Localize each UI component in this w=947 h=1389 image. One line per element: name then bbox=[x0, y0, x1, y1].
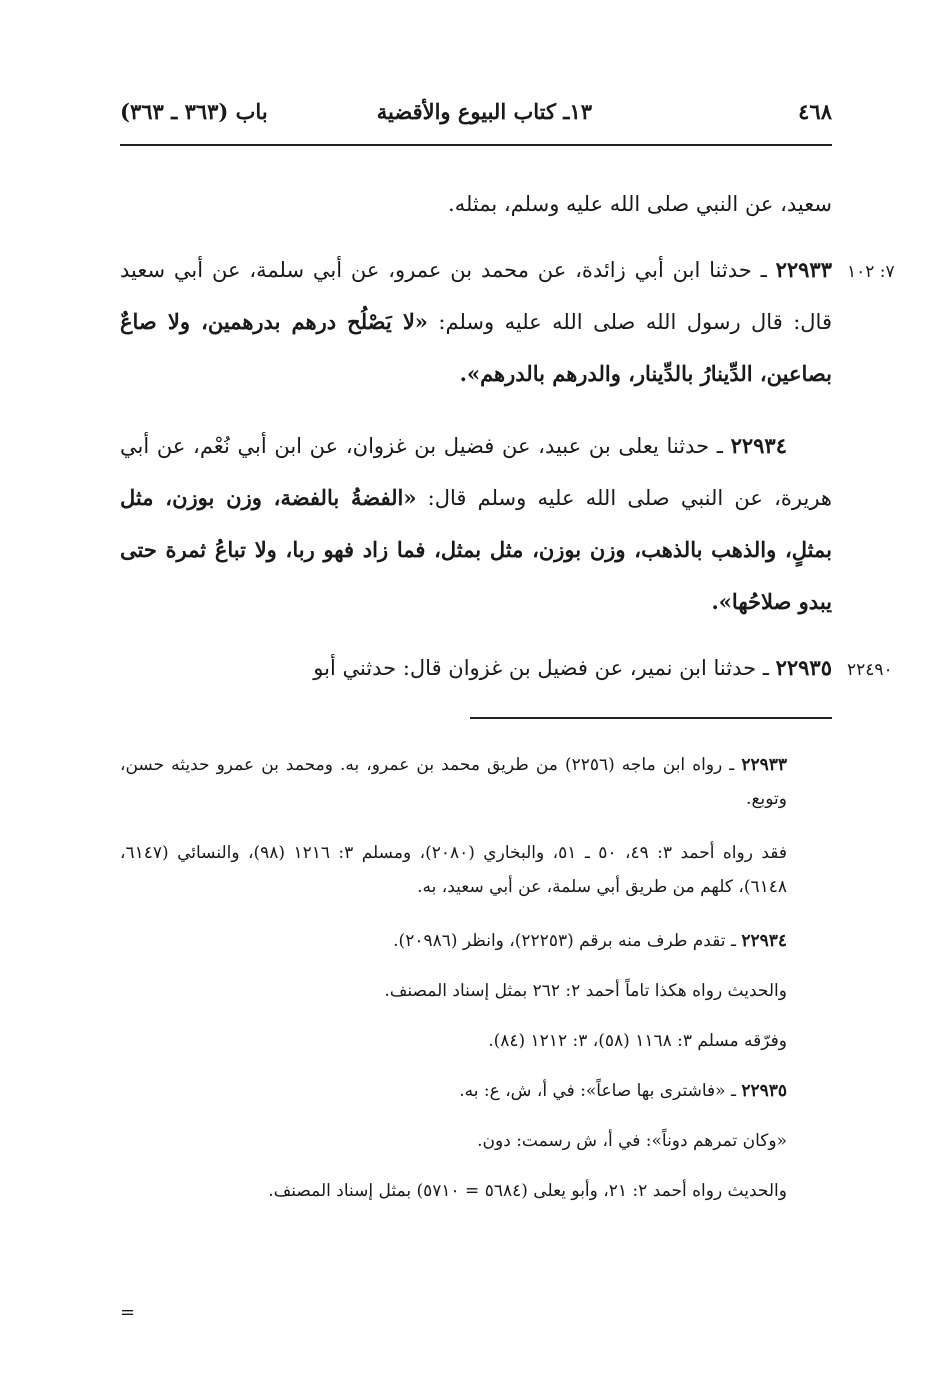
hadith-matn: «الفضةُ بالفضة، وزن بوزن، مثل بمثلٍ، والذهب بالذهب، وزن بوزن، مثل بمثل، فما زاد فهو ربا، ولا تباعُ ثمرة حتى يبدو صلاحُها». bbox=[120, 485, 832, 614]
hadith-22933 bbox=[120, 244, 832, 400]
hadith-number: ٢٢٩٣٣ bbox=[775, 257, 832, 282]
footnote-number: ٢٢٩٣٤ bbox=[741, 931, 787, 951]
footnote-22935 bbox=[120, 1074, 832, 1108]
footnotes bbox=[120, 748, 832, 1208]
footnote-22935-variant: «وكان تمرهم دوناً»: في أ، ش رسمت: دون. bbox=[477, 1131, 787, 1151]
footnote-rule bbox=[470, 717, 832, 719]
footnote-22933 bbox=[120, 748, 832, 816]
hadith-matn: «لا يَصْلُح درهم بدرهمين، ولا صاعٌ بصاعين، الدِّينارُ بالدِّينار، والدرهم بالدرهم». bbox=[120, 309, 832, 386]
footnote-22933-sources: فقد رواه أحمد ٣: ٤٩، ٥٠ ـ ٥١، والبخاري (٢٠٨٠)، ومسلم ٣: ١٢١٦ (٩٨)، والنسائي (٦١٤٧، ٦١٤٨)، كلهم من طريق أبي سلمة، عن أبي سعيد، به. bbox=[120, 843, 787, 897]
header-rule bbox=[120, 144, 832, 146]
hadith-isnad: ـ حدثنا ابن أبي زائدة، عن محمد بن عمرو، عن أبي سلمة، عن أبي سعيد قال: قال رسول الله صلى الله عليه وسلم: bbox=[120, 258, 832, 334]
footnote-22934-complete: والحديث رواه هكذا تاماً أحمد ٢: ٢٦٢ بمثل إسناد المصنف. bbox=[384, 981, 787, 1001]
footnote-22935-sources: والحديث رواه أحمد ٢: ٢١، وأبو يعلى (٥٦٨٤ = ٥٧١٠) بمثل إسناد المصنف. bbox=[268, 1181, 787, 1201]
chapter-title: باب (٣٦٣ ـ ٣٦٣) bbox=[120, 99, 268, 124]
footnote-number: ٢٢٩٣٣ bbox=[741, 755, 787, 775]
footnote-text: ـ «فاشترى بها صاعاً»: في أ، ش، ع: به. bbox=[459, 1081, 736, 1101]
opening-line bbox=[120, 178, 832, 230]
hadith-isnad: ـ حدثنا ابن نمير، عن فضيل بن غزوان قال: حدثني أبو bbox=[313, 656, 769, 680]
page-number: ٤٦٨ bbox=[798, 99, 832, 124]
footnote-22934 bbox=[120, 924, 832, 958]
hadith-number: ٢٢٩٣٥ bbox=[775, 655, 832, 680]
hadith-22935 bbox=[120, 642, 832, 694]
page-header bbox=[120, 95, 832, 135]
margin-ref-22933: ٧: ١٠٢ bbox=[847, 262, 895, 282]
book-title: ١٣ـ كتاب البيوع والأقضية bbox=[376, 99, 592, 124]
footnote-text: ـ تقدم طرف منه برقم (٢٢٢٥٣)، وانظر (٢٠٩٨٦). bbox=[393, 931, 736, 951]
footnote-22934-muslim: وفرّقه مسلم ٣: ١١٦٨ (٥٨)، ٣: ١٢١٢ (٨٤). bbox=[488, 1031, 787, 1051]
margin-ref-22935: ٢٢٤٩٠ bbox=[847, 660, 893, 680]
footnote-number: ٢٢٩٣٥ bbox=[741, 1081, 787, 1101]
hadith-isnad: ـ حدثنا يعلى بن عبيد، عن فضيل بن غزوان، عن ابن أبي نُعْم، عن أبي هريرة، عن النبي صلى الله عليه وسلم قال: bbox=[120, 434, 832, 510]
hadith-22934 bbox=[120, 420, 832, 628]
opening-line-text: سعيد، عن النبي صلى الله عليه وسلم، بمثله. bbox=[448, 192, 832, 216]
hadith-number: ٢٢٩٣٤ bbox=[730, 433, 787, 458]
continuation-mark: = bbox=[120, 1302, 136, 1323]
footnote-text: ـ رواه ابن ماجه (٢٢٥٦) من طريق محمد بن عمرو، به. ومحمد بن عمرو حديثه حسن، وتوبع. bbox=[120, 755, 787, 809]
